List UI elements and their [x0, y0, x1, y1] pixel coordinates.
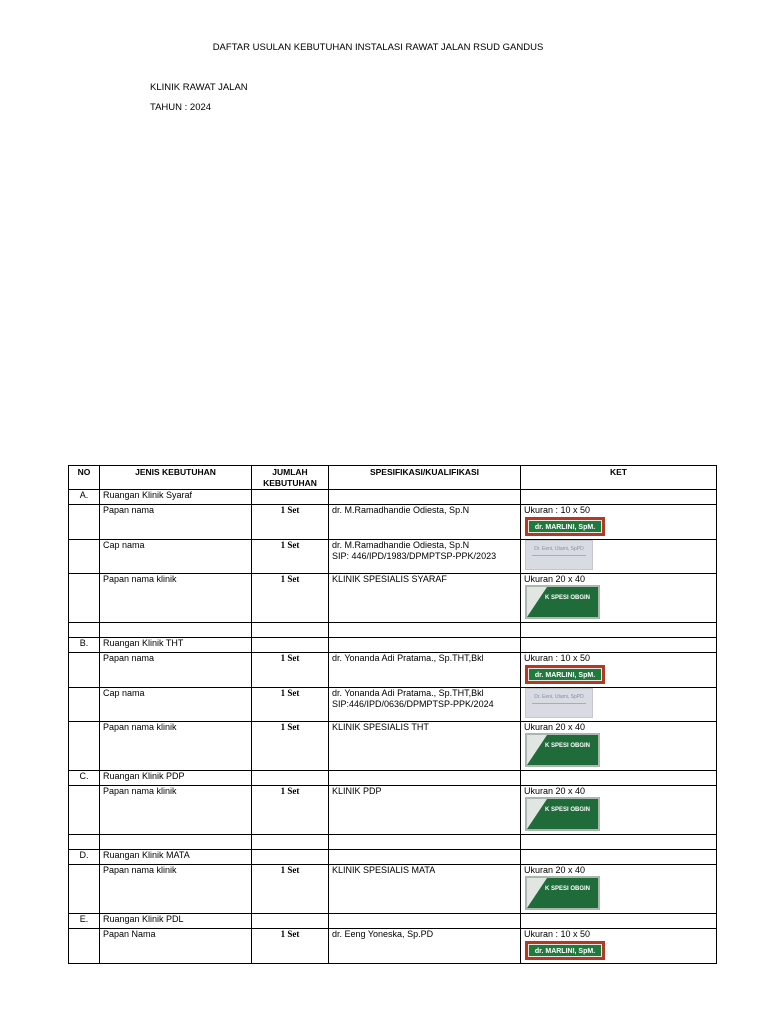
header-no: NO — [69, 466, 100, 490]
row-no — [69, 929, 100, 964]
section-row — [69, 914, 717, 929]
empty-cell — [521, 638, 717, 653]
size-label: Ukuran 20 x 40 — [524, 865, 586, 875]
row-no — [69, 540, 100, 574]
table-row — [69, 540, 717, 574]
empty-cell — [69, 623, 100, 638]
row-no — [69, 574, 100, 623]
size-label: Ukuran 20 x 40 — [524, 574, 586, 584]
section-no: D. — [69, 850, 100, 865]
empty-cell — [521, 835, 717, 850]
table-row — [69, 505, 717, 540]
year-label: TAHUN : 2024 — [150, 102, 212, 113]
empty-cell — [100, 623, 252, 638]
item-name: Cap nama — [100, 540, 252, 574]
header-spec: SPESIFIKASI/KUALIFIKASI — [329, 466, 521, 490]
spec-sip: SIP:446/IPD/0636/DPMPTSP-PPK/2024 — [332, 699, 494, 709]
item-name: Papan nama klinik — [100, 786, 252, 835]
item-ket — [521, 688, 717, 722]
item-spec — [329, 865, 521, 914]
section-row — [69, 490, 717, 505]
empty-cell — [521, 914, 717, 929]
table-row — [69, 865, 717, 914]
item-name: Papan Nama — [100, 929, 252, 964]
row-no — [69, 865, 100, 914]
spec-line: dr. Yonanda Adi Pratama., Sp.THT,Bkl — [332, 688, 484, 698]
item-ket — [521, 722, 717, 771]
spec-line: dr. Eeng Yoneska, Sp.PD — [332, 929, 434, 939]
row-no — [69, 653, 100, 688]
header-ket: KET — [521, 466, 717, 490]
spec-line: dr. M.Ramadhandie Odiesta, Sp.N — [332, 540, 470, 550]
stamp-text: Dr. Eeni, Utami, SpPD — [534, 546, 584, 552]
empty-cell — [329, 638, 521, 653]
name-plate-text: dr. MARLINI, SpM. — [528, 520, 602, 533]
name-plate-image — [525, 516, 605, 536]
empty-cell — [521, 850, 717, 865]
section-no: C. — [69, 771, 100, 786]
item-name: Papan nama — [100, 653, 252, 688]
item-qty: 1 Set — [252, 505, 329, 540]
section-row — [69, 638, 717, 653]
clinic-plate-text: K SPESI OBGIN — [545, 807, 591, 813]
name-plate-text: dr. MARLINI, SpM. — [528, 668, 602, 681]
item-name: Papan nama klinik — [100, 574, 252, 623]
clinic-plate-image — [525, 797, 600, 831]
item-spec — [329, 505, 521, 540]
size-label: Ukuran : 10 x 50 — [524, 505, 591, 515]
table-row — [69, 929, 717, 964]
section-no: A. — [69, 490, 100, 505]
section-no: E. — [69, 914, 100, 929]
item-qty: 1 Set — [252, 653, 329, 688]
item-ket — [521, 574, 717, 623]
document-title: DAFTAR USULAN KEBUTUHAN INSTALASI RAWAT JALAN RSUD GANDUS — [212, 42, 544, 53]
item-ket — [521, 540, 717, 574]
spec-line: dr. Yonanda Adi Pratama., Sp.THT,Bkl — [332, 653, 484, 663]
header-qty: JUMLAH KEBUTUHAN — [252, 466, 329, 490]
size-label: Ukuran : 10 x 50 — [524, 653, 591, 663]
table-header-row — [69, 466, 717, 490]
clinic-plate-text: K SPESI OBGIN — [545, 595, 591, 601]
requirements-table — [68, 465, 717, 964]
name-stamp-image — [525, 688, 593, 718]
empty-cell — [252, 835, 329, 850]
item-ket — [521, 786, 717, 835]
table-row — [69, 688, 717, 722]
empty-cell — [329, 835, 521, 850]
table-row — [69, 722, 717, 771]
empty-cell — [252, 850, 329, 865]
item-spec — [329, 688, 521, 722]
section-row — [69, 771, 717, 786]
spec-line: KLINIK SPESIALIS MATA — [332, 865, 436, 875]
spec-line: dr. M.Ramadhandie Odiesta, Sp.N — [332, 505, 470, 515]
spec-line: KLINIK SPESIALIS THT — [332, 722, 429, 732]
clinic-plate-image — [525, 585, 600, 619]
size-label: Ukuran 20 x 40 — [524, 722, 586, 732]
empty-cell — [521, 623, 717, 638]
row-no — [69, 505, 100, 540]
table-body — [69, 490, 717, 964]
item-qty: 1 Set — [252, 786, 329, 835]
row-no — [69, 722, 100, 771]
empty-cell — [329, 850, 521, 865]
section-no: B. — [69, 638, 100, 653]
spacer-row — [69, 623, 717, 638]
item-ket — [521, 653, 717, 688]
empty-cell — [252, 490, 329, 505]
spec-line: KLINIK PDP — [332, 786, 382, 796]
size-label: Ukuran : 10 x 50 — [524, 929, 591, 939]
item-qty: 1 Set — [252, 574, 329, 623]
name-plate-image — [525, 940, 605, 960]
item-ket — [521, 929, 717, 964]
name-stamp-image — [525, 540, 593, 570]
item-name: Cap nama — [100, 688, 252, 722]
table-row — [69, 653, 717, 688]
size-label: Ukuran 20 x 40 — [524, 786, 586, 796]
item-qty: 1 Set — [252, 540, 329, 574]
name-plate-text: dr. MARLINI, SpM. — [528, 944, 602, 957]
spacer-row — [69, 835, 717, 850]
clinic-plate-image — [525, 733, 600, 767]
item-spec — [329, 574, 521, 623]
item-qty: 1 Set — [252, 722, 329, 771]
item-ket — [521, 505, 717, 540]
section-name: Ruangan Klinik Syaraf — [100, 490, 252, 505]
empty-cell — [329, 623, 521, 638]
empty-cell — [329, 914, 521, 929]
empty-cell — [329, 771, 521, 786]
table-row — [69, 786, 717, 835]
item-name: Papan nama — [100, 505, 252, 540]
clinic-plate-text: K SPESI OBGIN — [545, 743, 591, 749]
table-row — [69, 574, 717, 623]
item-name: Papan nama klinik — [100, 722, 252, 771]
item-name: Papan nama klinik — [100, 865, 252, 914]
stamp-text: Dr. Eeni, Utami, SpPD — [534, 694, 584, 700]
item-ket — [521, 865, 717, 914]
item-spec — [329, 653, 521, 688]
empty-cell — [252, 914, 329, 929]
clinic-plate-text: K SPESI OBGIN — [545, 886, 591, 892]
section-name: Ruangan Klinik PDL — [100, 914, 252, 929]
item-qty: 1 Set — [252, 688, 329, 722]
section-row — [69, 850, 717, 865]
empty-cell — [69, 835, 100, 850]
item-qty: 1 Set — [252, 929, 329, 964]
item-spec — [329, 540, 521, 574]
header-item: JENIS KEBUTUHAN — [100, 466, 252, 490]
empty-cell — [521, 771, 717, 786]
spec-sip: SIP: 446/IPD/1983/DPMPTSP-PPK/2023 — [332, 551, 497, 561]
row-no — [69, 786, 100, 835]
empty-cell — [100, 835, 252, 850]
section-name: Ruangan Klinik PDP — [100, 771, 252, 786]
empty-cell — [252, 771, 329, 786]
row-no — [69, 688, 100, 722]
clinic-plate-image — [525, 876, 600, 910]
name-plate-image — [525, 664, 605, 684]
empty-cell — [329, 490, 521, 505]
empty-cell — [252, 623, 329, 638]
unit-name: KLINIK RAWAT JALAN — [150, 82, 248, 93]
item-spec — [329, 929, 521, 964]
item-spec — [329, 786, 521, 835]
empty-cell — [521, 490, 717, 505]
spec-line: KLINIK SPESIALIS SYARAF — [332, 574, 447, 584]
item-qty: 1 Set — [252, 865, 329, 914]
item-spec — [329, 722, 521, 771]
empty-cell — [252, 638, 329, 653]
section-name: Ruangan Klinik MATA — [100, 850, 252, 865]
section-name: Ruangan Klinik THT — [100, 638, 252, 653]
